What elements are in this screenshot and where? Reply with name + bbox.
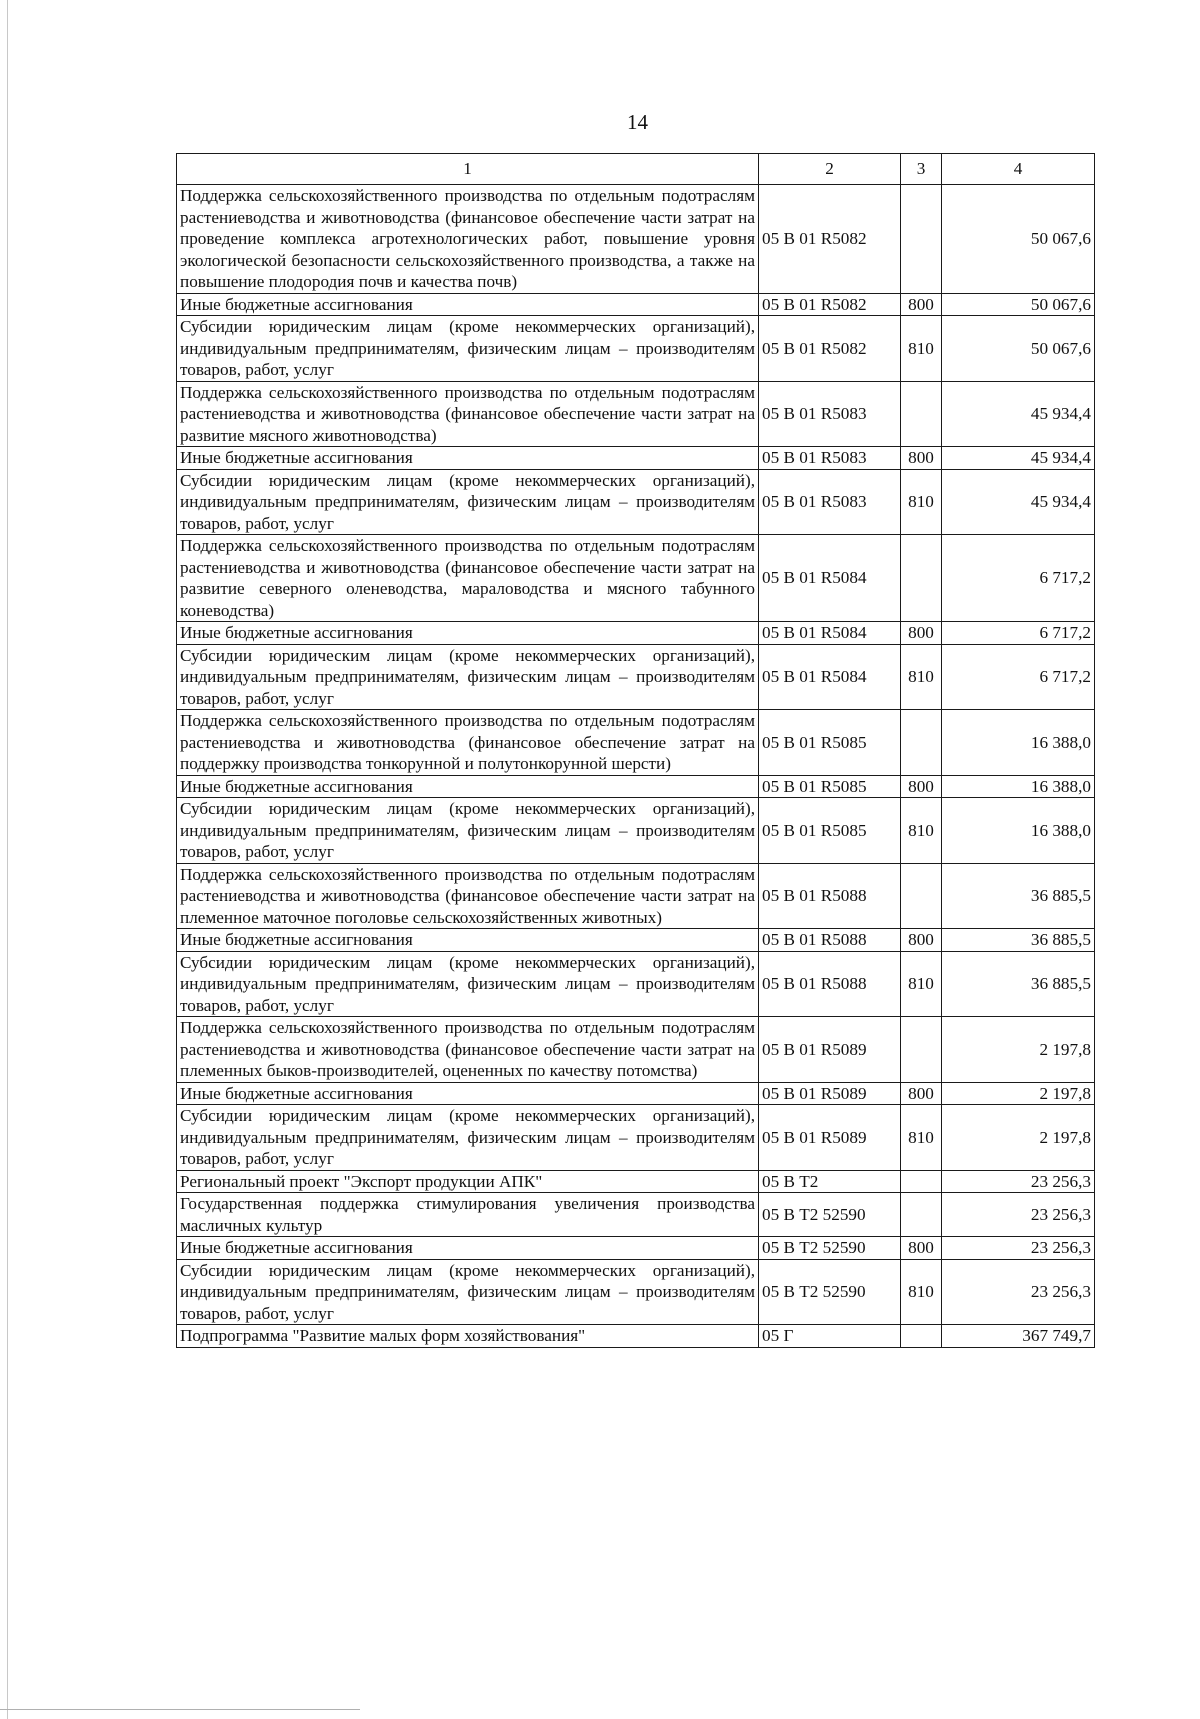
row-kvr-cell: 800 [901,1082,942,1105]
row-code-cell: 05 В 01 R5085 [759,775,901,798]
table-row [177,293,1095,316]
table-row [177,1193,1095,1237]
table-row [177,775,1095,798]
row-sum-cell: 23 256,3 [942,1193,1095,1237]
row-kvr-cell [901,1170,942,1193]
row-name-cell: Поддержка сельскохозяйственного производства по отдельным подотраслям растениеводства и животноводства (финансовое обеспечение части затрат на проведение комплекса агротехнологических работ, повышение уровня экологической безопасности сельскохозяйственного производства, а также на повышение плодородия почв и качества почв) [177,185,759,294]
table-row [177,929,1095,952]
table-row [177,1237,1095,1260]
row-code-cell: 05 В 01 R5084 [759,535,901,622]
row-name-cell: Поддержка сельскохозяйственного производства по отдельным подотраслям растениеводства и животноводства (финансовое обеспечение части затрат на племенных быков-производителей, оцененных по качеству потомства) [177,1017,759,1083]
table-row [177,535,1095,622]
row-code-cell: 05 В Т2 52590 [759,1237,901,1260]
row-sum-cell: 6 717,2 [942,535,1095,622]
row-code-cell: 05 В 01 R5089 [759,1017,901,1083]
row-name-cell: Поддержка сельскохозяйственного производства по отдельным подотраслям растениеводства и животноводства (финансовое обеспечение части затрат на племенное маточное поголовье сельскохозяйственных животных) [177,863,759,929]
row-kvr-cell [901,1325,942,1348]
row-sum-cell: 6 717,2 [942,622,1095,645]
row-name-cell: Иные бюджетные ассигнования [177,293,759,316]
row-kvr-cell: 800 [901,293,942,316]
table-row [177,381,1095,447]
row-name-cell: Региональный проект "Экспорт продукции АПК" [177,1170,759,1193]
row-kvr-cell: 810 [901,1105,942,1171]
row-sum-cell: 16 388,0 [942,710,1095,776]
row-sum-cell: 23 256,3 [942,1237,1095,1260]
row-name-cell: Иные бюджетные ассигнования [177,775,759,798]
row-sum-cell: 23 256,3 [942,1170,1095,1193]
table-row [177,469,1095,535]
row-sum-cell: 45 934,4 [942,447,1095,470]
table-header-row [177,154,1095,185]
row-code-cell: 05 В Т2 [759,1170,901,1193]
row-sum-cell: 16 388,0 [942,798,1095,864]
row-sum-cell: 45 934,4 [942,381,1095,447]
row-name-cell: Субсидии юридическим лицам (кроме некоммерческих организаций), индивидуальным предпринимателям, физическим лицам – производителям товаров, работ, услуг [177,316,759,382]
row-kvr-cell: 810 [901,316,942,382]
table-row [177,1170,1095,1193]
row-code-cell: 05 В Т2 52590 [759,1193,901,1237]
row-kvr-cell: 810 [901,1259,942,1325]
row-kvr-cell: 800 [901,447,942,470]
row-sum-cell: 16 388,0 [942,775,1095,798]
row-name-cell: Субсидии юридическим лицам (кроме некоммерческих организаций), индивидуальным предпринимателям, физическим лицам – производителям товаров, работ, услуг [177,1259,759,1325]
row-name-cell: Субсидии юридическим лицам (кроме некоммерческих организаций), индивидуальным предпринимателям, физическим лицам – производителям товаров, работ, услуг [177,644,759,710]
table-row [177,798,1095,864]
row-code-cell: 05 Г [759,1325,901,1348]
row-name-cell: Субсидии юридическим лицам (кроме некоммерческих организаций), индивидуальным предпринимателям, физическим лицам – производителям товаров, работ, услуг [177,469,759,535]
table-row [177,447,1095,470]
row-code-cell: 05 В Т2 52590 [759,1259,901,1325]
row-sum-cell: 23 256,3 [942,1259,1095,1325]
row-name-cell: Иные бюджетные ассигнования [177,447,759,470]
row-kvr-cell: 800 [901,775,942,798]
row-sum-cell: 36 885,5 [942,863,1095,929]
table-row [177,1017,1095,1083]
row-code-cell: 05 В 01 R5084 [759,644,901,710]
budget-table [176,153,1095,1348]
row-code-cell: 05 В 01 R5085 [759,798,901,864]
row-kvr-cell [901,535,942,622]
table-row [177,316,1095,382]
row-sum-cell: 2 197,8 [942,1017,1095,1083]
row-name-cell: Поддержка сельскохозяйственного производства по отдельным подотраслям растениеводства и животноводства (финансовое обеспечение части затрат на развитие мясного животноводства) [177,381,759,447]
row-code-cell: 05 В 01 R5083 [759,381,901,447]
row-name-cell: Поддержка сельскохозяйственного производства по отдельным подотраслям растениеводства и животноводства (финансовое обеспечение затрат на поддержку производства тонкорунной и полутонкорунной шерсти) [177,710,759,776]
row-name-cell: Субсидии юридическим лицам (кроме некоммерческих организаций), индивидуальным предпринимателям, физическим лицам – производителям товаров, работ, услуг [177,951,759,1017]
row-sum-cell: 50 067,6 [942,185,1095,294]
row-name-cell: Государственная поддержка стимулирования увеличения производства масличных культур [177,1193,759,1237]
row-kvr-cell [901,863,942,929]
scan-bottom-line [0,1709,360,1710]
row-kvr-cell [901,381,942,447]
row-kvr-cell: 810 [901,951,942,1017]
row-code-cell: 05 В 01 R5082 [759,293,901,316]
column-header-name: 1 [177,154,759,185]
table-row [177,1082,1095,1105]
table-body [177,185,1095,1348]
row-name-cell: Подпрограмма "Развитие малых форм хозяйствования" [177,1325,759,1348]
row-kvr-cell [901,1193,942,1237]
row-kvr-cell [901,185,942,294]
row-sum-cell: 50 067,6 [942,316,1095,382]
row-name-cell: Иные бюджетные ассигнования [177,1237,759,1260]
column-header-code: 2 [759,154,901,185]
row-kvr-cell: 810 [901,469,942,535]
row-sum-cell: 36 885,5 [942,929,1095,952]
row-name-cell: Иные бюджетные ассигнования [177,1082,759,1105]
row-code-cell: 05 В 01 R5082 [759,185,901,294]
table-row [177,622,1095,645]
column-header-kvr: 3 [901,154,942,185]
row-kvr-cell: 800 [901,622,942,645]
row-sum-cell: 45 934,4 [942,469,1095,535]
table-row [177,1325,1095,1348]
table-row [177,863,1095,929]
row-sum-cell: 36 885,5 [942,951,1095,1017]
page-number: 14 [627,110,648,134]
row-name-cell: Субсидии юридическим лицам (кроме некоммерческих организаций), индивидуальным предпринимателям, физическим лицам – производителям товаров, работ, услуг [177,1105,759,1171]
row-sum-cell: 2 197,8 [942,1105,1095,1171]
row-code-cell: 05 В 01 R5083 [759,469,901,535]
scan-edge-line [7,0,8,1719]
row-code-cell: 05 В 01 R5089 [759,1105,901,1171]
row-code-cell: 05 В 01 R5084 [759,622,901,645]
row-kvr-cell [901,1017,942,1083]
row-kvr-cell: 800 [901,1237,942,1260]
row-code-cell: 05 В 01 R5088 [759,929,901,952]
row-sum-cell: 6 717,2 [942,644,1095,710]
row-kvr-cell: 800 [901,929,942,952]
row-code-cell: 05 В 01 R5088 [759,951,901,1017]
table-row [177,951,1095,1017]
row-name-cell: Иные бюджетные ассигнования [177,622,759,645]
row-sum-cell: 50 067,6 [942,293,1095,316]
row-sum-cell: 367 749,7 [942,1325,1095,1348]
table-row [177,1105,1095,1171]
table-row [177,644,1095,710]
row-name-cell: Поддержка сельскохозяйственного производства по отдельным подотраслям растениеводства и животноводства (финансовое обеспечение части затрат на развитие северного оленеводства, мараловодства и мясного табунного коневодства) [177,535,759,622]
column-header-sum: 4 [942,154,1095,185]
row-code-cell: 05 В 01 R5089 [759,1082,901,1105]
table-row [177,1259,1095,1325]
row-code-cell: 05 В 01 R5082 [759,316,901,382]
row-name-cell: Иные бюджетные ассигнования [177,929,759,952]
row-sum-cell: 2 197,8 [942,1082,1095,1105]
row-code-cell: 05 В 01 R5088 [759,863,901,929]
row-code-cell: 05 В 01 R5085 [759,710,901,776]
row-kvr-cell [901,710,942,776]
row-code-cell: 05 В 01 R5083 [759,447,901,470]
table-row [177,185,1095,294]
row-kvr-cell: 810 [901,644,942,710]
table-row [177,710,1095,776]
row-kvr-cell: 810 [901,798,942,864]
row-name-cell: Субсидии юридическим лицам (кроме некоммерческих организаций), индивидуальным предпринимателям, физическим лицам – производителям товаров, работ, услуг [177,798,759,864]
